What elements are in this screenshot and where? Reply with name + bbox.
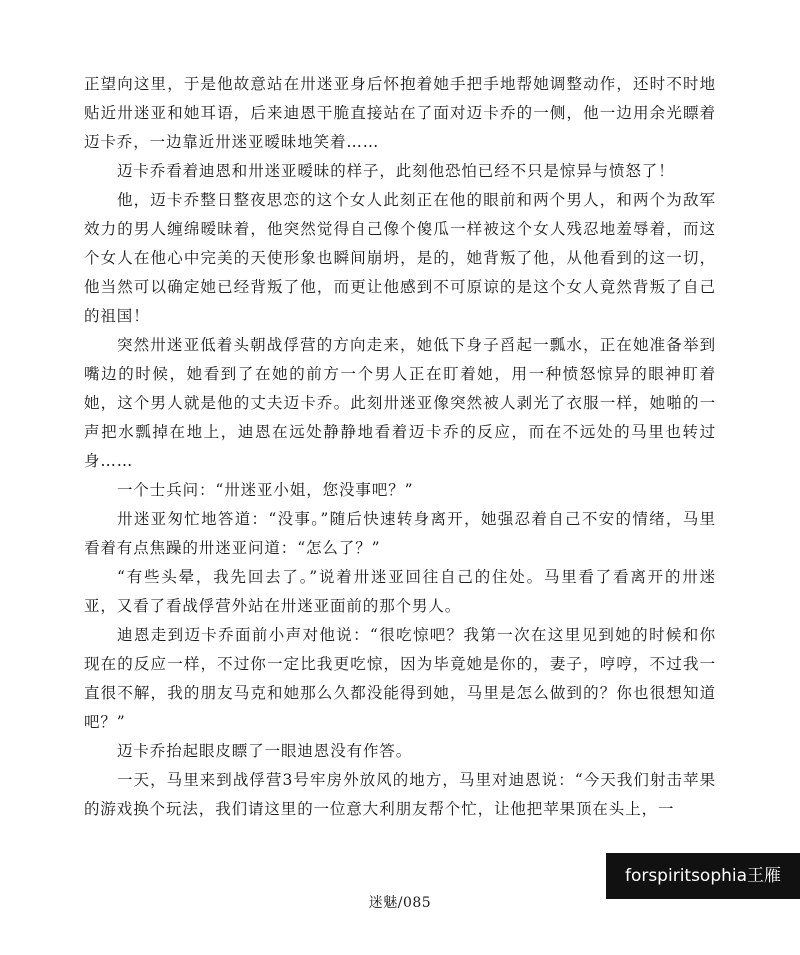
paragraph: 迪恩走到迈卡乔面前小声对他说：“很吃惊吧？我第一次在这里见到她的时候和你现在的反应一样，不过你一定比我更吃惊，因为毕竟她是你的，妻子，哼哼，不过我一直很不解，我的朋友马克和她那么久都没能得到她，马里是怎么做到的？你也很想知道吧？” (84, 626, 716, 731)
body-text (84, 70, 716, 824)
paragraph: 一天，马里来到战俘营3号牢房外放风的地方，马里对迪恩说：“今天我们射击苹果的游戏换个玩法，我们请这里的一位意大利朋友帮个忙，让他把苹果顶在头上，一 (84, 771, 716, 818)
paragraph: 卅迷亚匆忙地答道：“没事。”随后快速转身离开，她强忍着自己不安的情绪，马里看着有点焦躁的卅迷亚问道：“怎么了？” (84, 510, 716, 557)
paragraph-continuation: 正望向这里，于是他故意站在卅迷亚身后怀抱着她手把手地帮她调整动作，还时不时地贴近卅迷亚和她耳语，后来迪恩干脆直接站在了面对迈卡乔的一侧，他一边用余光瞟着迈卡乔，一边靠近卅迷亚暧昧地笑着…… (84, 75, 716, 151)
paragraph: 迈卡乔看着迪恩和卅迷亚暧昧的样子，此刻他恐怕已经不只是惊异与愤怒了！ (117, 162, 675, 180)
page-number: 迷魅/085 (368, 895, 432, 911)
watermark-label: forspiritsophia王雁 (606, 853, 800, 899)
paragraph: 突然卅迷亚低着头朝战俘营的方向走来，她低下身子舀起一瓢水，正在她准备举到嘴边的时候，她看到了在她的前方一个男人正在盯着她，用一种愤怒惊异的眼神盯着她，这个男人就是他的丈夫迈卡乔。此刻卅迷亚像突然被人剥光了衣服一样，她啪的一声把水瓢掉在地上，迪恩在远处静静地看着迈卡乔的反应，而在不远处的马里也转过身…… (84, 336, 716, 470)
paragraph: 一个士兵问：“卅迷亚小姐，您没事吧？” (117, 481, 414, 499)
paragraph: 迈卡乔抬起眼皮瞟了一眼迪恩没有作答。 (117, 742, 413, 760)
paragraph: 他，迈卡乔整日整夜思恋的这个女人此刻正在他的眼前和两个男人，和两个为敌军效力的男人缠绵暧昧着，他突然觉得自己像个傻瓜一样被这个女人残忍地羞辱着，而这个女人在他心中完美的天使形象也瞬间崩坍，是的，她背叛了他，从他看到的这一切，他当然可以确定她已经背叛了他，而更让他感到不可原谅的是这个女人竟然背叛了自己的祖国！ (84, 191, 716, 325)
paragraph: “有些头晕，我先回去了。”说着卅迷亚回往自己的住处。马里看了看离开的卅迷亚，又看了看战俘营外站在卅迷亚面前的那个男人。 (84, 568, 716, 615)
